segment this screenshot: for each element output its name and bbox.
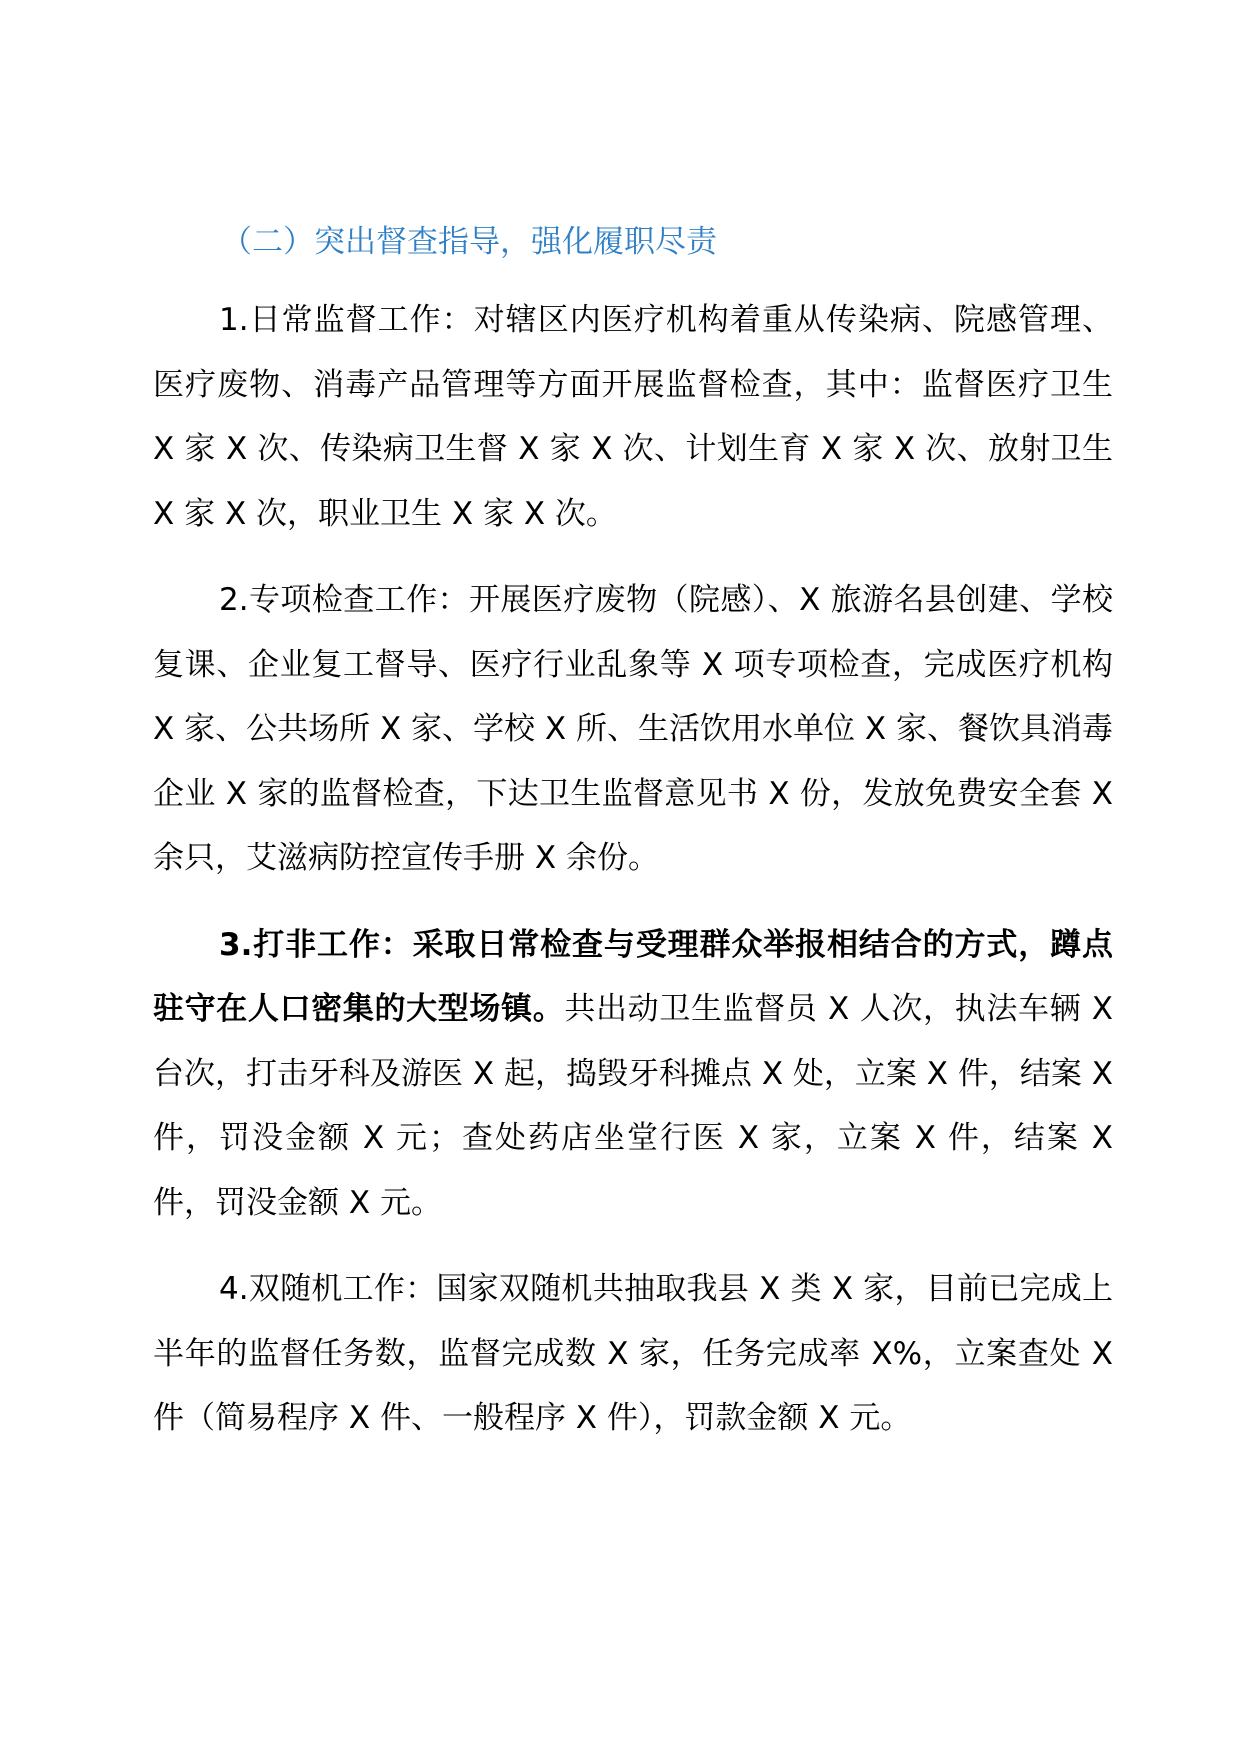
paragraph-text: 2.专项检查工作：开展医疗废物（院感）、X 旅游名县创建、学校复课、企业复工督导、医疗行业乱象等 X 项专项检查，完成医疗机构 X 家、公共场所 X 家、学校 X 所、生活饮用水单位 X 家、餐饮具消毒企业 X 家的监督检查，下达卫生监督意见书 X 份，发放免费安全套 X 余只，艾滋病防控宣传手册 X 余份。	[153, 582, 1113, 876]
paragraph-daily-supervision	[153, 288, 1113, 546]
section-heading: （二）突出督查指导，强化履职尽责	[221, 224, 717, 260]
paragraph-double-random	[153, 1257, 1113, 1451]
paragraph-special-inspection	[153, 568, 1113, 891]
paragraph-text: 4.双随机工作：国家双随机共抽取我县 X 类 X 家，目前已完成上半年的监督任务数，监督完成数 X 家，任务完成率 X%，立案查处 X 件（简易程序 X 件、一般程序 X 件），罚款金额 X 元。	[153, 1271, 1113, 1436]
document-page	[153, 210, 1113, 1473]
paragraph-bold-lead: 3.打非工作：采取日常检查与受理群众举报相结合的方式，蹲点驻守在人口密集的大型场镇。	[153, 926, 1113, 1027]
paragraph-illegal-practice	[153, 913, 1113, 1236]
paragraph-text: 共出动卫生监督员 X 人次，执法车辆 X 台次，打击牙科及游医 X 起，捣毁牙科摊点 X 处，立案 X 件，结案 X 件，罚没金额 X 元；查处药店坐堂行医 X 家，立案 X 件，结案 X 件，罚没金额 X 元。	[153, 991, 1113, 1221]
paragraph-text: 1.日常监督工作：对辖区内医疗机构着重从传染病、院感管理、医疗废物、消毒产品管理等方面开展监督检查，其中：监督医疗卫生 X 家 X 次、传染病卫生督 X 家 X 次、计划生育 X 家 X 次、放射卫生 X 家 X 次，职业卫生 X 家 X 次。	[153, 302, 1113, 532]
